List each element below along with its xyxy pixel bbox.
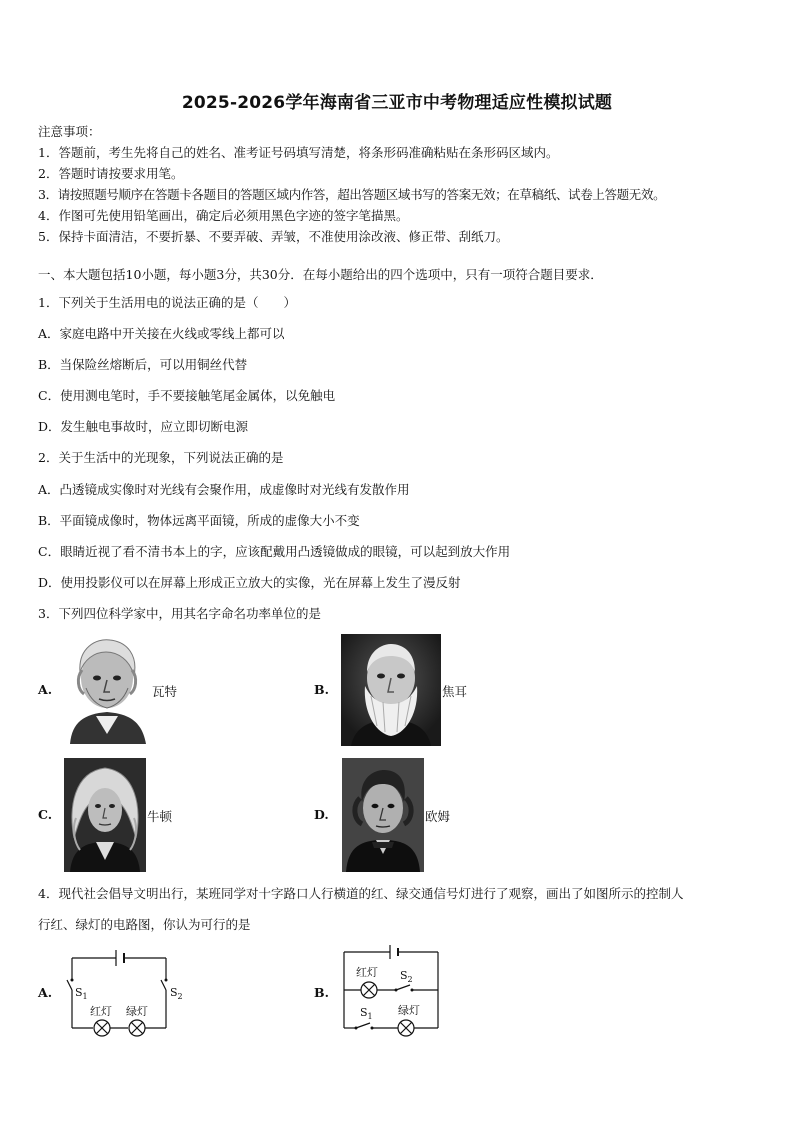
circuit-b-s2-label: $S_2$: [400, 969, 413, 985]
q4-option-b-letter: B.: [314, 985, 329, 1000]
q3-option-a-letter: A.: [38, 682, 53, 697]
circuit-a-green-lamp-label: 绿灯: [126, 1005, 148, 1018]
circuit-b-green-lamp-label: 绿灯: [398, 1004, 420, 1017]
q3-option-b-name: 焦耳: [442, 684, 468, 699]
notice-heading: 注意事项：: [38, 124, 101, 139]
notice-item-3: 3．请按照题号顺序在答题卡各题目的答题区域内作答，超出答题区域书写的答案无效；在草稿纸、试卷上答题无效。: [38, 187, 666, 202]
q4-stem-line1: 4．现代社会倡导文明出行，某班同学对十字路口人行横道的红、绿交通信号灯进行了观察，画出了如图所示的控制人: [38, 886, 684, 901]
circuit-a-s2-label: $S_2$: [170, 986, 183, 1002]
q2-option-c: C．眼睛近视了看不清书本上的字，应该配戴用凸透镜做成的眼镜，可以起到放大作用: [38, 544, 511, 559]
notice-item-1: 1．答题前，考生先将自己的姓名、准考证号码填写清楚，将条形码准确粘贴在条形码区域内。: [38, 145, 559, 160]
q4-stem-line2: 行红、绿灯的电路图，你认为可行的是: [38, 917, 251, 932]
circuit-a-s1-label: $S_1$: [75, 986, 88, 1002]
q2-stem: 2．关于生活中的光现象，下列说法正确的是: [38, 450, 284, 465]
watt-portrait-icon: [62, 634, 152, 744]
circuit-b-red-lamp-label: 红灯: [356, 966, 378, 979]
q1-option-b: B．当保险丝熔断后，可以用铜丝代替: [38, 357, 248, 372]
q2-option-a: A．凸透镜成实像时对光线有会聚作用，成虚像时对光线有发散作用: [38, 482, 410, 497]
newton-portrait-icon: [64, 758, 146, 872]
ohm-portrait-icon: [342, 758, 424, 872]
circuit-b-diagram: [334, 942, 454, 1042]
q1-stem: 1．下列关于生活用电的说法正确的是（ ）: [38, 295, 296, 310]
q3-option-b-letter: B.: [314, 682, 329, 697]
q1-option-d: D．发生触电事故时，应立即切断电源: [38, 419, 249, 434]
notice-item-2: 2．答题时请按要求用笔。: [38, 166, 184, 181]
q2-option-b: B．平面镜成像时，物体远离平面镜，所成的虚像大小不变: [38, 513, 360, 528]
q3-option-d-letter: D.: [314, 807, 329, 822]
q3-option-d-name: 欧姆: [425, 809, 451, 824]
q3-option-c-name: 牛顿: [147, 809, 173, 824]
q3-option-c-letter: C.: [38, 807, 53, 822]
page-title: 2025-2026学年海南省三亚市中考物理适应性模拟试题: [181, 93, 613, 113]
notice-item-4: 4．作图可先使用铅笔画出，确定后必须用黑色字迹的签字笔描黑。: [38, 208, 409, 223]
circuit-b-s1-label: $S_1$: [360, 1006, 373, 1022]
joule-portrait-icon: [341, 634, 441, 746]
q4-option-a-letter: A.: [38, 985, 53, 1000]
circuit-a-diagram: [60, 942, 190, 1042]
q3-stem: 3．下列四位科学家中，用其名字命名功率单位的是: [38, 606, 321, 621]
circuit-a-red-lamp-label: 红灯: [90, 1005, 112, 1018]
q2-option-d: D．使用投影仪可以在屏幕上形成正立放大的实像，光在屏幕上发生了漫反射: [38, 575, 461, 590]
q1-option-a: A．家庭电路中开关接在火线或零线上都可以: [38, 326, 285, 341]
q3-option-a-name: 瓦特: [152, 684, 178, 699]
section-heading: 一、本大题包括10小题，每小题3分，共30分．在每小题给出的四个选项中，只有一项符合题目要求．: [38, 267, 603, 282]
q1-option-c: C．使用测电笔时，手不要接触笔尾金属体，以免触电: [38, 388, 336, 403]
notice-item-5: 5．保持卡面清洁，不要折暴、不要弄破、弄皱，不准使用涂改液、修正带、刮纸刀。: [38, 229, 509, 244]
